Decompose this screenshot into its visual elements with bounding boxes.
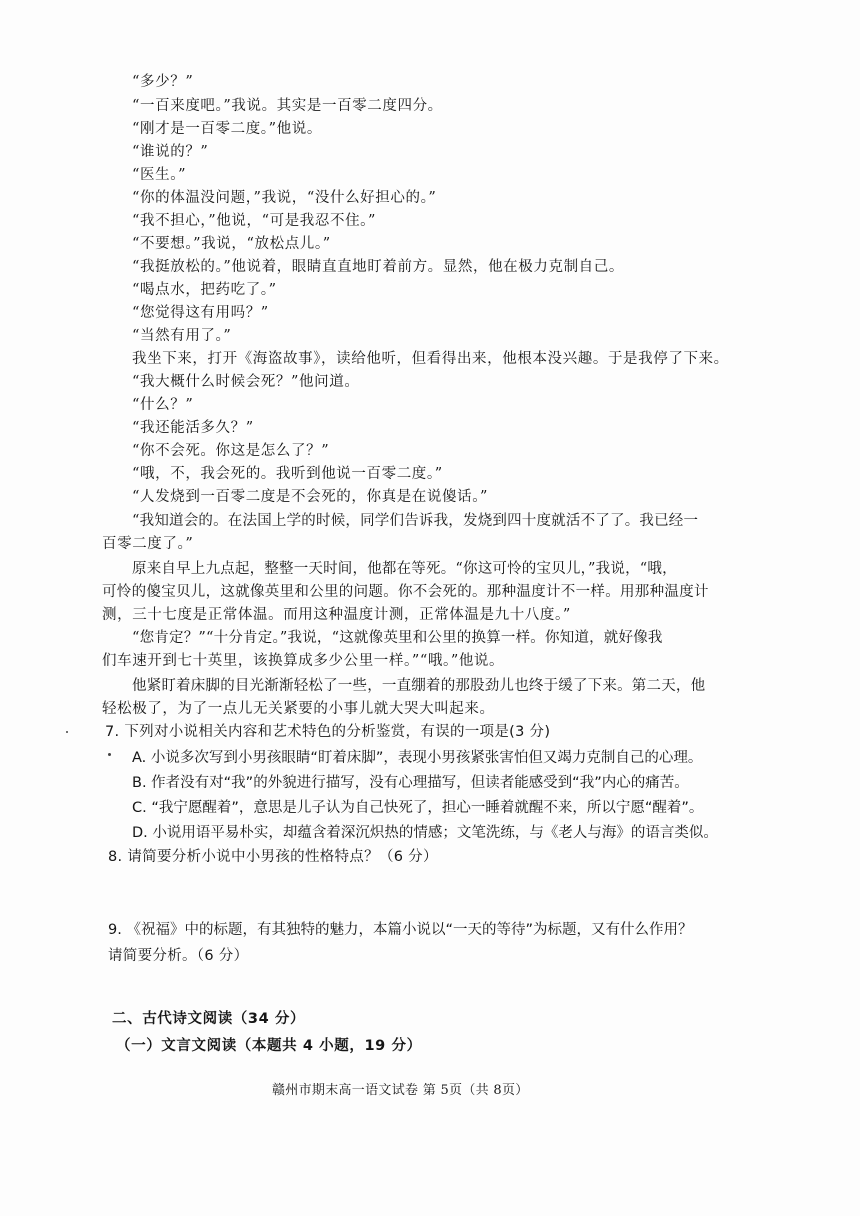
story-line: “我不担心，”他说，“可是我忍不住。” bbox=[132, 213, 377, 229]
story-line: “喝点水，把药吃了。” bbox=[132, 282, 277, 298]
question-9-line-2: 请简要分析。（6 分） bbox=[108, 948, 249, 964]
scan-speck bbox=[66, 731, 68, 733]
story-line: “我还能活多久？” bbox=[132, 420, 254, 436]
section-title: 二、古代诗文阅读（34 分） bbox=[112, 1011, 306, 1027]
story-line: “我大概什么时候会死？”他问道。 bbox=[132, 374, 360, 390]
question-9-line-1: 9. 《祝福》中的标题，有其独特的魅力，本篇小说以“一天的等待”为标题，又有什么作用？ bbox=[108, 922, 693, 938]
story-line: “我挺放松的。”他说着，眼睛直直地盯着前方。显然，他在极力克制自己。 bbox=[132, 259, 624, 275]
question-7-stem: 7. 下列对小说相关内容和艺术特色的分析鉴赏，有误的一项是(3 分) bbox=[105, 724, 551, 740]
question-7-option-b: B. 作者没有对“我”的外貌进行描写，没有心理描写，但读者能感受到“我”内心的痛苦。 bbox=[132, 775, 689, 791]
story-line: 可怜的傻宝贝儿，这就像英里和公里的问题。你不会死的。那种温度计不一样。用那种温度计 bbox=[102, 584, 709, 600]
question-7-option-d: D. 小说用语平易朴实，却蕴含着深沉炽热的情感；文笔洗练，与《老人与海》的语言类似。 bbox=[132, 825, 718, 841]
page-footer: 赣州市期末高一语文试卷 第 5页（共 8页） bbox=[272, 1083, 529, 1098]
story-line: “什么？” bbox=[132, 397, 194, 413]
story-line: “医生。” bbox=[132, 167, 187, 183]
story-line: 测，三十七度是正常体温。而用这种温度计测，正常体温是九十八度。” bbox=[102, 607, 571, 623]
story-line: 们车速开到七十英里，该换算成多少公里一样。”“哦。”他说。 bbox=[102, 653, 505, 669]
story-line: “谁说的？” bbox=[132, 144, 209, 160]
scan-speck bbox=[108, 753, 111, 756]
story-line: “你不会死。你这是怎么了？” bbox=[132, 443, 330, 459]
story-line: “不要想。”我说，“放松点儿。” bbox=[132, 236, 331, 252]
story-line: 我坐下来，打开《海盗故事》，读给他听，但看得出来，他根本没兴趣。于是我停了下来。 bbox=[132, 351, 729, 367]
story-line: 百零二度了。” bbox=[102, 536, 194, 552]
story-line: “你的体温没问题，”我说，“没什么好担心的。” bbox=[132, 190, 437, 206]
story-line: 原来自早上九点起，整整一天时间，他都在等死。“你这可怜的宝贝儿，”我说，“哦， bbox=[132, 561, 677, 577]
question-7-option-a: A. 小说多次写到小男孩眼睛“盯着床脚”，表现小男孩紧张害怕但又竭力克制自己的心理。 bbox=[132, 750, 703, 766]
story-line: “您觉得这有用吗？” bbox=[132, 305, 269, 321]
story-line: 他紧盯着床脚的目光渐渐轻松了一些，一直绷着的那股劲儿也终于缓了下来。第二天，他 bbox=[132, 678, 706, 694]
section-subtitle: （一）文言文阅读（本题共 4 小题，19 分） bbox=[116, 1038, 422, 1054]
story-line: “一百来度吧。”我说。其实是一百零二度四分。 bbox=[132, 98, 443, 114]
story-line: “我知道会的。在法国上学的时候，同学们告诉我，发烧到四十度就活不了了。我已经一 bbox=[132, 513, 699, 529]
story-line: “您肯定？”“十分肯定。”我说，“这就像英里和公里的换算一样。你知道，就好像我 bbox=[132, 630, 663, 646]
story-line: “哦，不，我会死的。我听到他说一百零二度。” bbox=[132, 466, 443, 482]
story-line: 轻松极了，为了一点儿无关紧要的小事儿就大哭大叫起来。 bbox=[102, 701, 495, 717]
story-line: “刚才是一百零二度。”他说。 bbox=[132, 121, 322, 137]
question-8: 8. 请简要分析小说中小男孩的性格特点？（6 分） bbox=[108, 849, 438, 865]
story-line: “当然有用了。” bbox=[132, 328, 232, 344]
question-7-option-c: C. “我宁愿醒着”，意思是儿子认为自己快死了，担心一睡着就醒不来，所以宁愿“醒着”。 bbox=[132, 800, 704, 816]
story-line: “多少？” bbox=[132, 74, 194, 90]
story-line: “人发烧到一百零二度是不会死的，你真是在说傻话。” bbox=[132, 489, 489, 505]
